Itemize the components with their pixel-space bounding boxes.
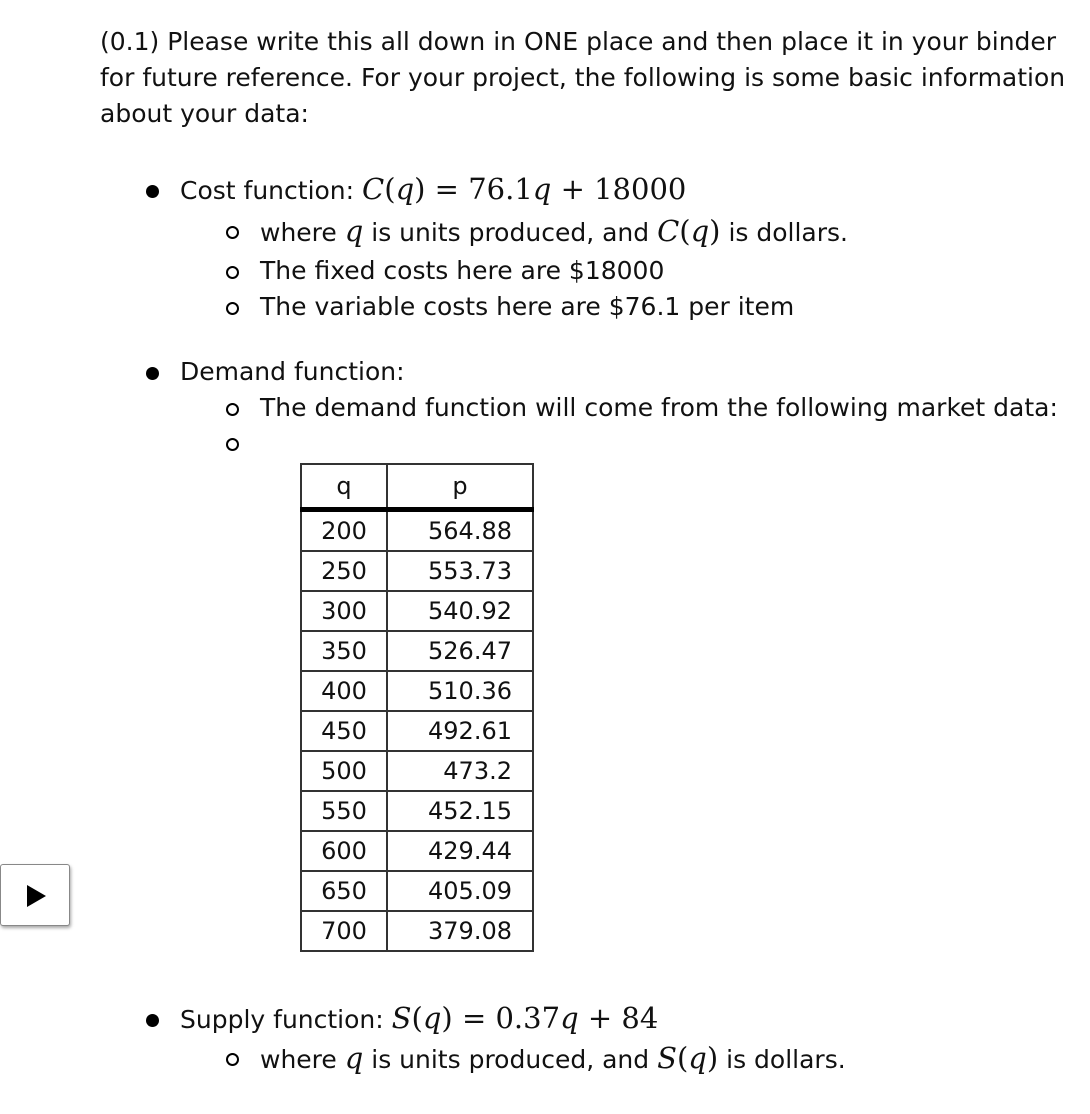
- supply-sub-units: where q is units produced, and S(q) is dollars.: [260, 1041, 846, 1075]
- cost-function-label: Cost function:: [180, 176, 363, 205]
- table-row: [301, 551, 533, 591]
- cost-formula: C(q) = 76.1q + 18000: [362, 172, 687, 206]
- cell-q: 550: [301, 791, 387, 831]
- bullet-icon: [146, 367, 159, 380]
- cell-q: 500: [301, 751, 387, 791]
- bullet-icon: [146, 185, 159, 198]
- supply-formula: S(q) = 0.37q + 84: [391, 1001, 659, 1035]
- demand-sub-market: The demand function will come from the following market data:: [260, 393, 1058, 422]
- table-row: [301, 591, 533, 631]
- cell-p: 540.92: [387, 591, 533, 631]
- cell-q: 350: [301, 631, 387, 671]
- cell-p: 452.15: [387, 791, 533, 831]
- column-header-p: p: [387, 464, 533, 510]
- cost-function-item: [180, 172, 686, 206]
- sub-bullet-icon: [226, 266, 239, 279]
- table-row: [301, 631, 533, 671]
- table-row: [301, 751, 533, 791]
- table-row: [301, 711, 533, 751]
- cost-sub-fixed: The fixed costs here are $18000: [260, 256, 665, 285]
- column-header-q: q: [301, 464, 387, 510]
- sub-bullet-icon: [226, 438, 239, 451]
- table-header-row: [301, 464, 533, 510]
- sub-bullet-icon: [226, 302, 239, 315]
- play-button[interactable]: [0, 864, 70, 926]
- table-row: [301, 831, 533, 871]
- cell-p: 510.36: [387, 671, 533, 711]
- cell-q: 400: [301, 671, 387, 711]
- table-row: [301, 510, 533, 552]
- cell-p: 405.09: [387, 871, 533, 911]
- table-row: [301, 791, 533, 831]
- cost-sub-variable: The variable costs here are $76.1 per item: [260, 292, 795, 321]
- cell-q: 650: [301, 871, 387, 911]
- bullet-icon: [146, 1014, 159, 1027]
- cell-p: 492.61: [387, 711, 533, 751]
- cell-q: 600: [301, 831, 387, 871]
- table-row: [301, 871, 533, 911]
- supply-function-label: Supply function:: [180, 1005, 392, 1034]
- cell-p: 429.44: [387, 831, 533, 871]
- cell-p: 473.2: [387, 751, 533, 791]
- cell-q: 700: [301, 911, 387, 951]
- intro-paragraph: (0.1) Please write this all down in ONE place and then place it in your binder for future reference. For your project, the following is some basic information about your data:: [100, 27, 1066, 128]
- sub-bullet-icon: [226, 1053, 239, 1066]
- sub-bullet-icon: [226, 226, 239, 239]
- table-row: [301, 671, 533, 711]
- table-row: [301, 911, 533, 951]
- cell-p: 526.47: [387, 631, 533, 671]
- cell-p: 379.08: [387, 911, 533, 951]
- cell-q: 450: [301, 711, 387, 751]
- cell-q: 200: [301, 510, 387, 552]
- cell-p: 553.73: [387, 551, 533, 591]
- sub-bullet-icon: [226, 403, 239, 416]
- cost-sub-units: where q is units produced, and C(q) is dollars.: [260, 214, 848, 248]
- cell-p: 564.88: [387, 510, 533, 552]
- supply-function-item: [180, 1001, 658, 1035]
- cell-q: 300: [301, 591, 387, 631]
- play-icon: [27, 885, 46, 907]
- demand-function-label: Demand function:: [180, 357, 405, 386]
- market-data-table: [300, 463, 534, 952]
- cell-q: 250: [301, 551, 387, 591]
